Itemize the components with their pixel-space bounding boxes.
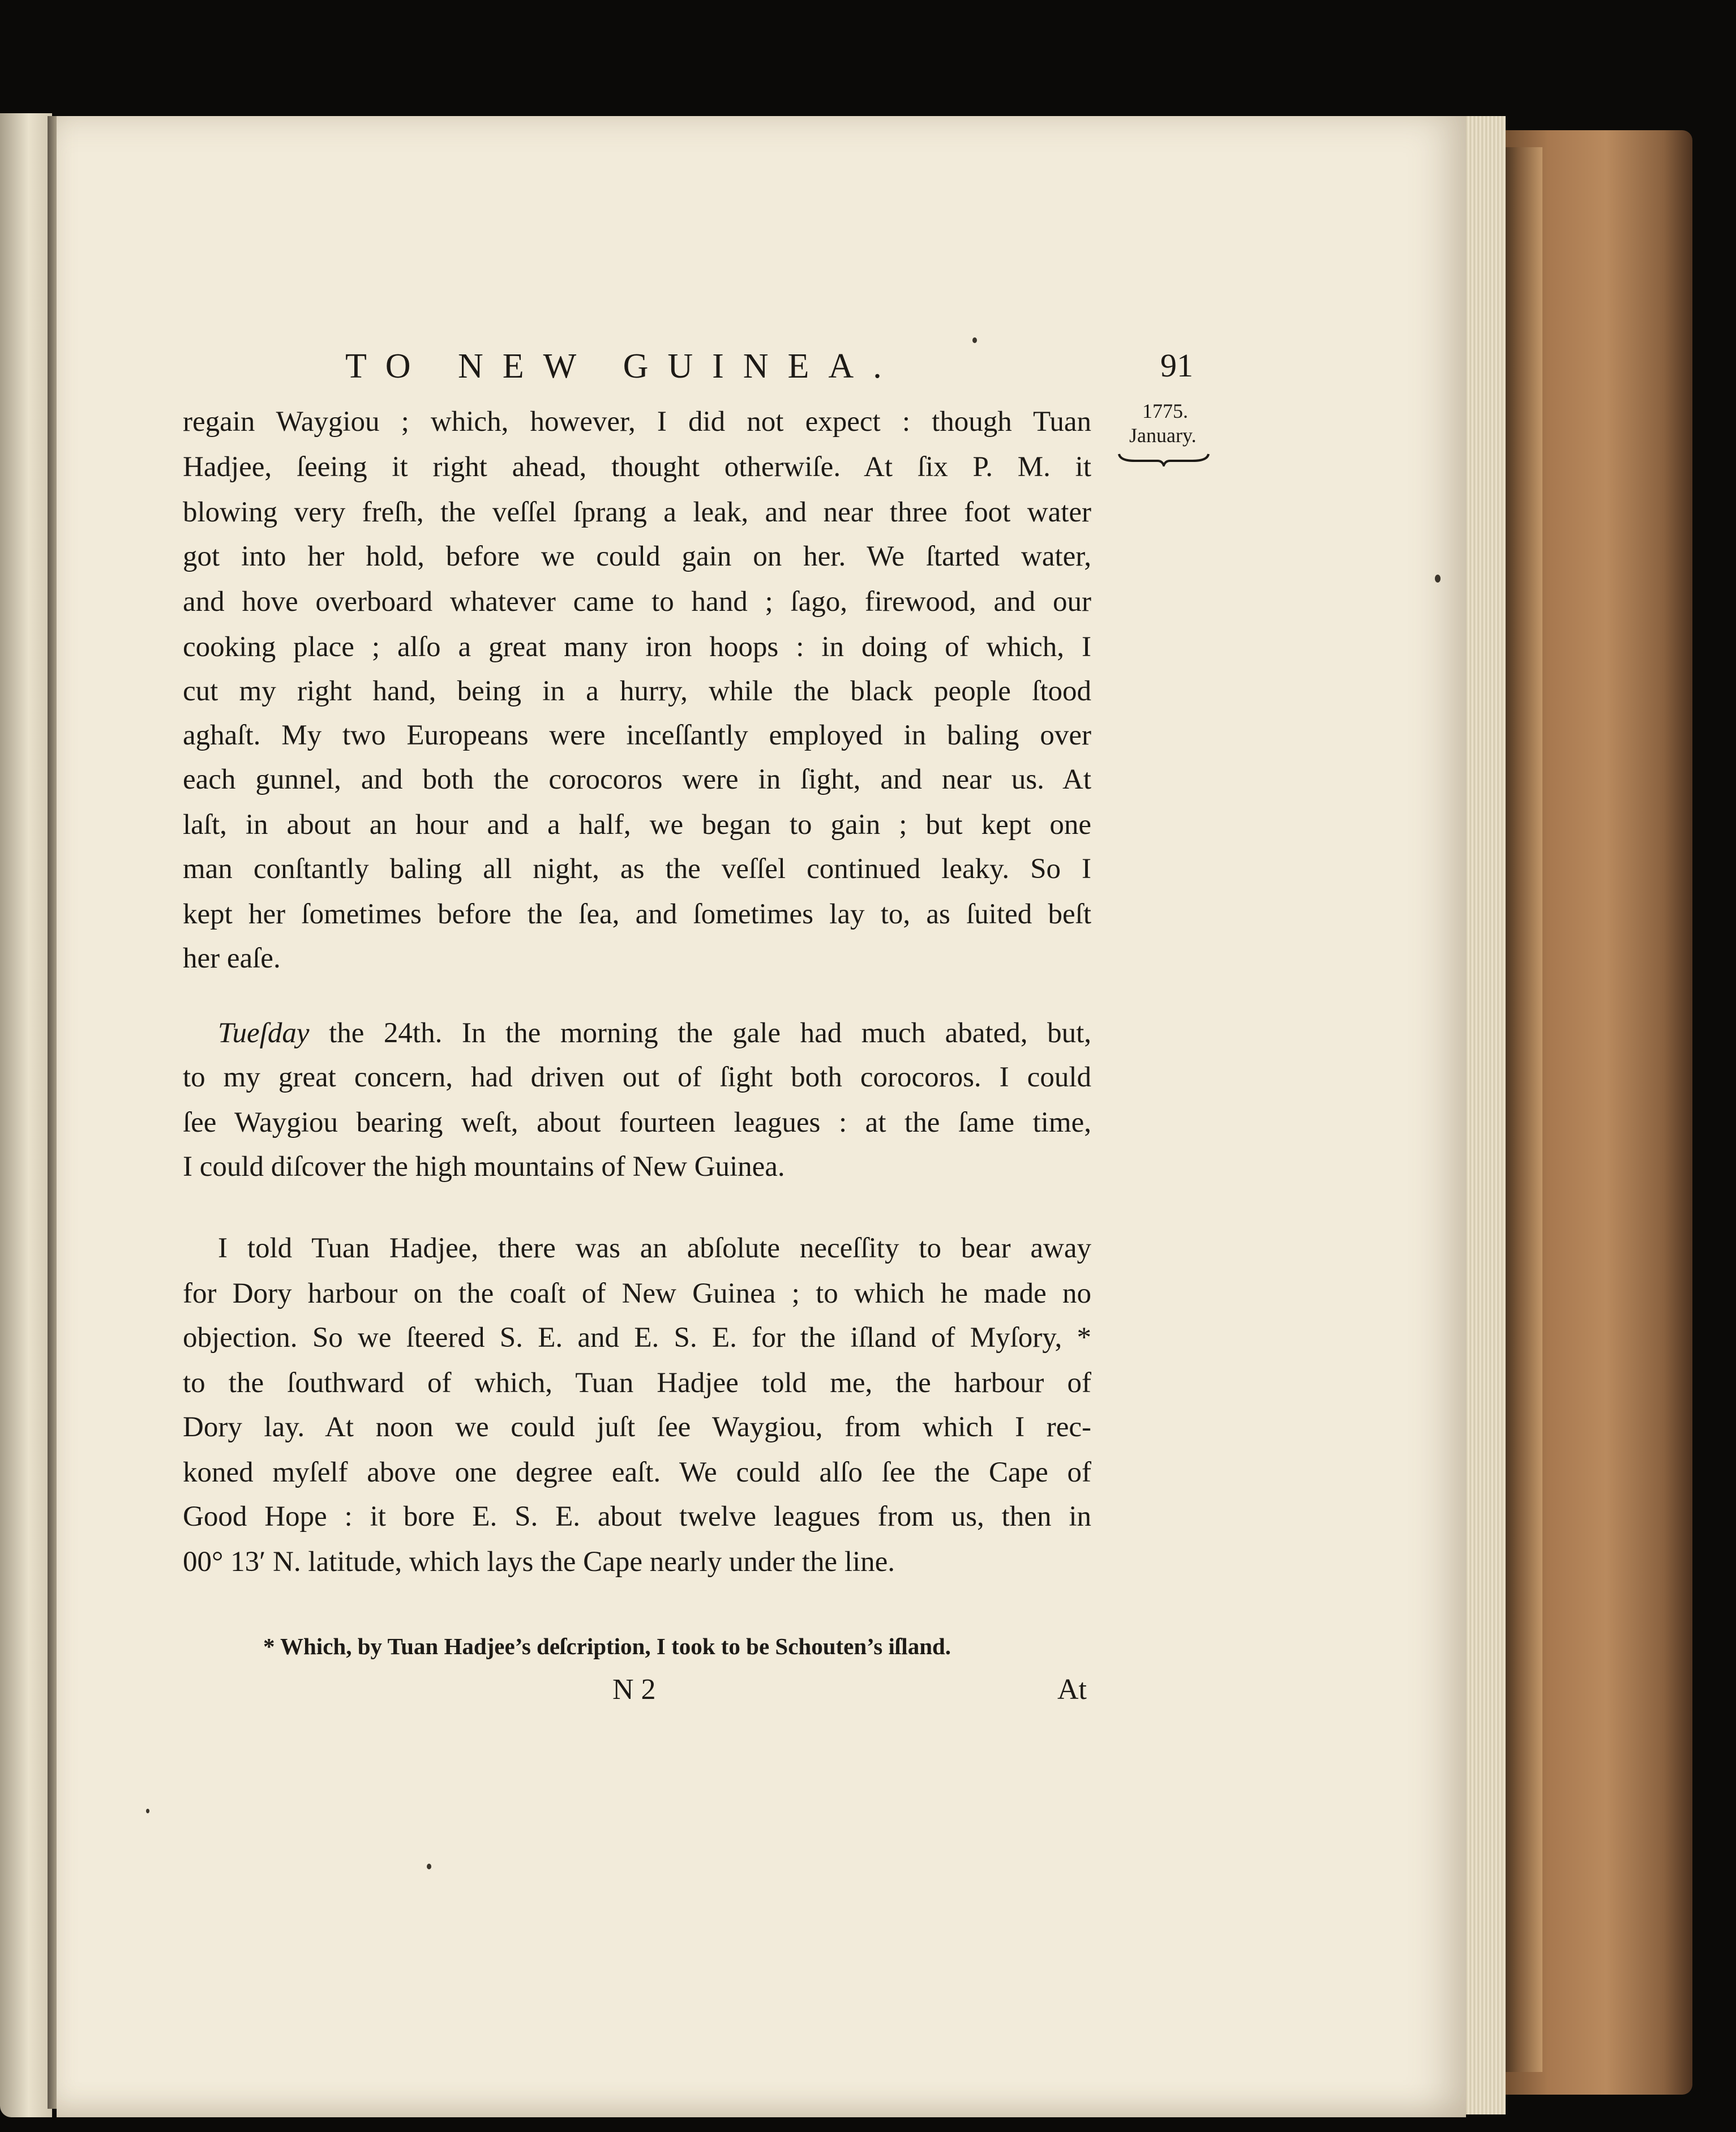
text-line: to my great concern, had driven out of ſight both corocoros. I could bbox=[183, 1061, 1091, 1093]
day-name: Tueſday bbox=[218, 1017, 310, 1049]
text-line: her eaſe. bbox=[183, 943, 281, 974]
text-line: Hadjee, ſeeing it right ahead, thought otherwiſe. At ſix P. M. it bbox=[183, 451, 1091, 483]
text-line: Good Hope : it bore E. S. E. about twelve leagues from us, then in bbox=[183, 1501, 1091, 1532]
text-line: each gunnel, and both the corocoros were in ſight, and near us. At bbox=[183, 764, 1091, 795]
text-line: koned myſelf above one degree eaſt. We could alſo ſee the Cape of bbox=[183, 1457, 1091, 1488]
margin-month: January. bbox=[1129, 424, 1197, 447]
text-line: laſt, in about an hour and a half, we began to gain ; but kept one bbox=[183, 809, 1091, 841]
page-speck bbox=[427, 1864, 431, 1869]
margin-year: 1775. bbox=[1142, 400, 1188, 422]
cover-spine-edge bbox=[1503, 147, 1542, 2072]
text-line: regain Waygiou ; which, however, I did not expect : though Tuan bbox=[183, 406, 1091, 438]
text-line: Dory lay. At noon we could juſt ſee Waygiou, from which I rec- bbox=[183, 1411, 1091, 1443]
catchword: At bbox=[1057, 1673, 1087, 1706]
margin-brace bbox=[1118, 452, 1210, 466]
footnote: * Which, by Tuan Hadjee’s deſcription, I took to be Schouten’s iſland. bbox=[263, 1633, 951, 1659]
page-speck bbox=[972, 337, 977, 343]
text-line: 00° 13′ N. latitude, which lays the Cape nearly under the line. bbox=[183, 1546, 895, 1578]
text-line: aghaſt. My two Europeans were inceſſantly employed in baling over bbox=[183, 720, 1091, 751]
text-line: kept her ſometimes before the ſea, and ſometimes lay to, as ſuited beſt bbox=[183, 898, 1091, 930]
text-line: cooking place ; alſo a great many iron hoops : in doing of which, I bbox=[183, 631, 1091, 663]
text-line bbox=[218, 1019, 1091, 1048]
text-line-rest: the 24th. In the morning the gale had much abated, but, bbox=[309, 1017, 1091, 1049]
text-line: ſee Waygiou bearing weſt, about fourteen leagues : at the ſame time, bbox=[183, 1107, 1091, 1138]
text-line: blowing very freſh, the veſſel ſprang a leak, and near three foot water bbox=[183, 496, 1091, 528]
text-line: objection. So we ſteered S. E. and E. S. E. for the iſland of Myſory, * bbox=[183, 1322, 1091, 1354]
page-number: 91 bbox=[1160, 347, 1193, 384]
text-line: to the ſouthward of which, Tuan Hadjee told me, the harbour of bbox=[183, 1367, 1091, 1399]
text-line: cut my right hand, being in a hurry, while the black people ſtood bbox=[183, 675, 1091, 707]
text-line: man conſtantly baling all night, as the veſſel continued leaky. So I bbox=[183, 853, 1091, 885]
text-line: for Dory harbour on the coaſt of New Guinea ; to which he made no bbox=[183, 1278, 1091, 1309]
text-line: and hove overboard whatever came to hand ; ſago, firewood, and our bbox=[183, 586, 1091, 618]
page-speck bbox=[146, 1809, 149, 1813]
left-page-edge bbox=[0, 113, 52, 2117]
text-line: I told Tuan Hadjee, there was an abſolute neceſſity to bear away bbox=[218, 1232, 1091, 1264]
text-line: got into her hold, before we could gain on her. We ſtarted water, bbox=[183, 541, 1091, 572]
running-title: TO NEW GUINEA. bbox=[345, 347, 901, 386]
signature-mark: N 2 bbox=[612, 1673, 656, 1706]
text-line: I could diſcover the high mountains of New Guinea. bbox=[183, 1151, 785, 1183]
page-speck bbox=[1435, 575, 1441, 583]
